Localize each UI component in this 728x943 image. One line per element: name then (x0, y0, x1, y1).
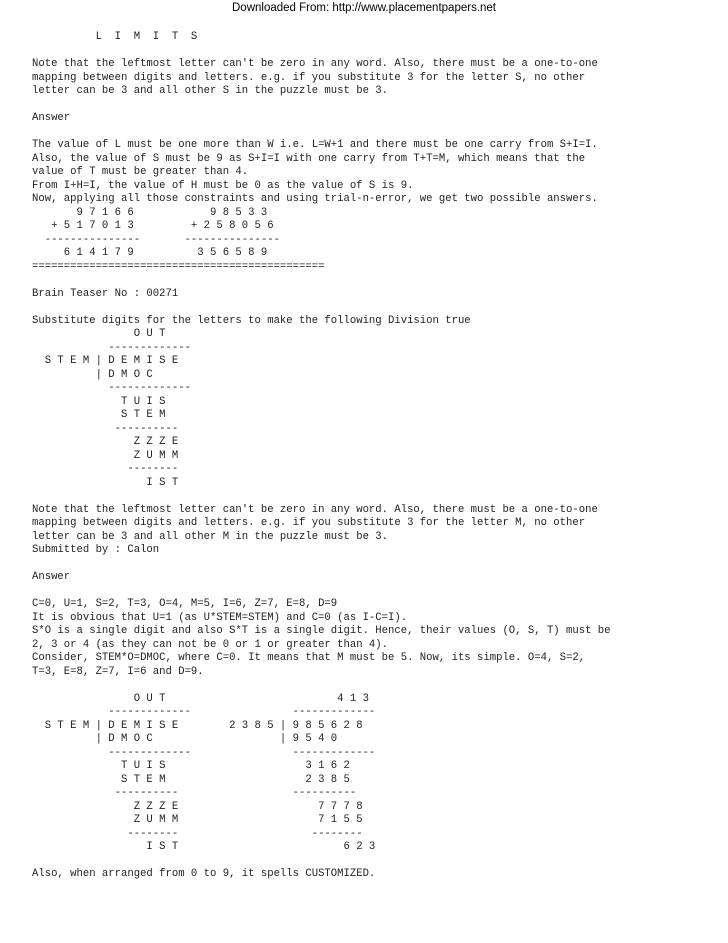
text-line: ------------- ------------- (32, 746, 376, 759)
text-line: L I M I T S (32, 31, 198, 43)
text-line: | D M O C | 9 5 4 0 (32, 733, 338, 745)
text-line: T=3, E=8, Z=7, I=6 and D=9. (32, 665, 204, 678)
text-line: S T E M | D E M I S E (32, 355, 179, 367)
text-line (32, 274, 722, 288)
text-line: -------- (32, 463, 179, 475)
text-line: It is obvious that U=1 (as U*STEM=STEM) and C=0 (as I-C=I). (32, 611, 408, 624)
text-line: -------- -------- (32, 827, 363, 840)
text-line: From I+H=I, the value of H must be 0 as the value of S is 9. (32, 179, 414, 192)
text-line: 9 7 1 6 6 9 8 5 3 3 (32, 206, 268, 219)
text-line: S T E M | D E M I S E 2 3 8 5 | 9 8 5 6 2 8 (32, 719, 363, 732)
text-line (32, 490, 722, 504)
text-line: O U T 4 1 3 (32, 692, 369, 705)
text-line: S T E M 2 3 8 5 (32, 773, 350, 786)
text-line: + 5 1 7 0 1 3 + 2 5 8 0 5 6 (32, 220, 274, 232)
document-body (32, 31, 722, 882)
text-line (32, 679, 722, 693)
text-line: I S T 6 2 3 (32, 841, 376, 853)
text-line: mapping between digits and letters. e.g. if you substitute 3 for the letter M, no other (32, 517, 586, 529)
text-line: Submitted by : Calon (32, 544, 160, 556)
text-line: ------------- ------------- (32, 706, 376, 718)
text-line: C=0, U=1, S=2, T=3, O=4, M=5, I=6, Z=7, E=8, D=9 (32, 598, 338, 610)
text-line: Answer (32, 571, 71, 583)
text-line: letter can be 3 and all other S in the puzzle must be 3. (32, 85, 389, 97)
text-line: 6 1 4 1 7 9 3 5 6 5 8 9 (32, 247, 268, 259)
text-line: letter can be 3 and all other M in the puzzle must be 3. (32, 530, 389, 543)
text-line: Note that the leftmost letter can't be zero in any word. Also, there must be a one-to-one (32, 58, 598, 70)
text-line: Z U M M (32, 449, 179, 462)
text-line: O U T (32, 328, 166, 340)
text-line (32, 99, 722, 113)
text-line: ---------- ---------- (32, 787, 357, 799)
text-line: S*O is a single digit and also S*T is a single digit. Hence, their values (O, S, T) must be (32, 625, 611, 637)
text-line: Note that the leftmost letter can't be zero in any word. Also, there must be a one-to-one (32, 503, 598, 516)
text-line (32, 585, 722, 599)
text-line: Substitute digits for the letters to make the following Division true (32, 314, 471, 327)
text-line: Z Z Z E 7 7 7 8 (32, 800, 363, 813)
download-source-banner: Downloaded From: http://www.placementpapers.net (232, 2, 496, 14)
text-line (32, 301, 722, 315)
text-line: I S T (32, 476, 179, 489)
text-line: T U I S (32, 395, 166, 408)
text-line: T U I S 3 1 6 2 (32, 760, 350, 772)
text-line: Z Z Z E (32, 436, 179, 448)
text-line: ============================================== (32, 260, 325, 273)
text-line: The value of L must be one more than W i.e. L=W+1 and there must be one carry from S+I=I. (32, 139, 598, 151)
text-line: mapping between digits and letters. e.g. if you substitute 3 for the letter S, no other (32, 71, 586, 84)
text-line: Consider, STEM*O=DMOC, where C=0. It means that M must be 5. Now, its simple. O=4, S=2, (32, 652, 586, 664)
text-line (32, 45, 722, 59)
text-line: ------------- (32, 382, 191, 394)
text-line: Brain Teaser No : 00271 (32, 287, 179, 300)
text-line: Now, applying all those constraints and using trial-n-error, we get two possible answers. (32, 193, 598, 205)
text-line: | D M O C (32, 368, 153, 381)
text-line: ------------- (32, 341, 191, 354)
text-line: --------------- --------------- (32, 233, 280, 246)
text-line: value of T must be greater than 4. (32, 166, 249, 178)
text-line: 2, 3 or 4 (as they can not be 0 or 1 or greater than 4). (32, 638, 389, 651)
text-line: Z U M M 7 1 5 5 (32, 814, 363, 826)
text-line: Also, when arranged from 0 to 9, it spells CUSTOMIZED. (32, 868, 376, 880)
text-line: ---------- (32, 422, 179, 435)
text-line: S T E M (32, 409, 166, 421)
text-line (32, 855, 722, 869)
text-line (32, 558, 722, 572)
text-line (32, 126, 722, 140)
text-line: Also, the value of S must be 9 as S+I=I with one carry from T+T=M, which means that the (32, 152, 586, 165)
text-line: Answer (32, 112, 71, 124)
